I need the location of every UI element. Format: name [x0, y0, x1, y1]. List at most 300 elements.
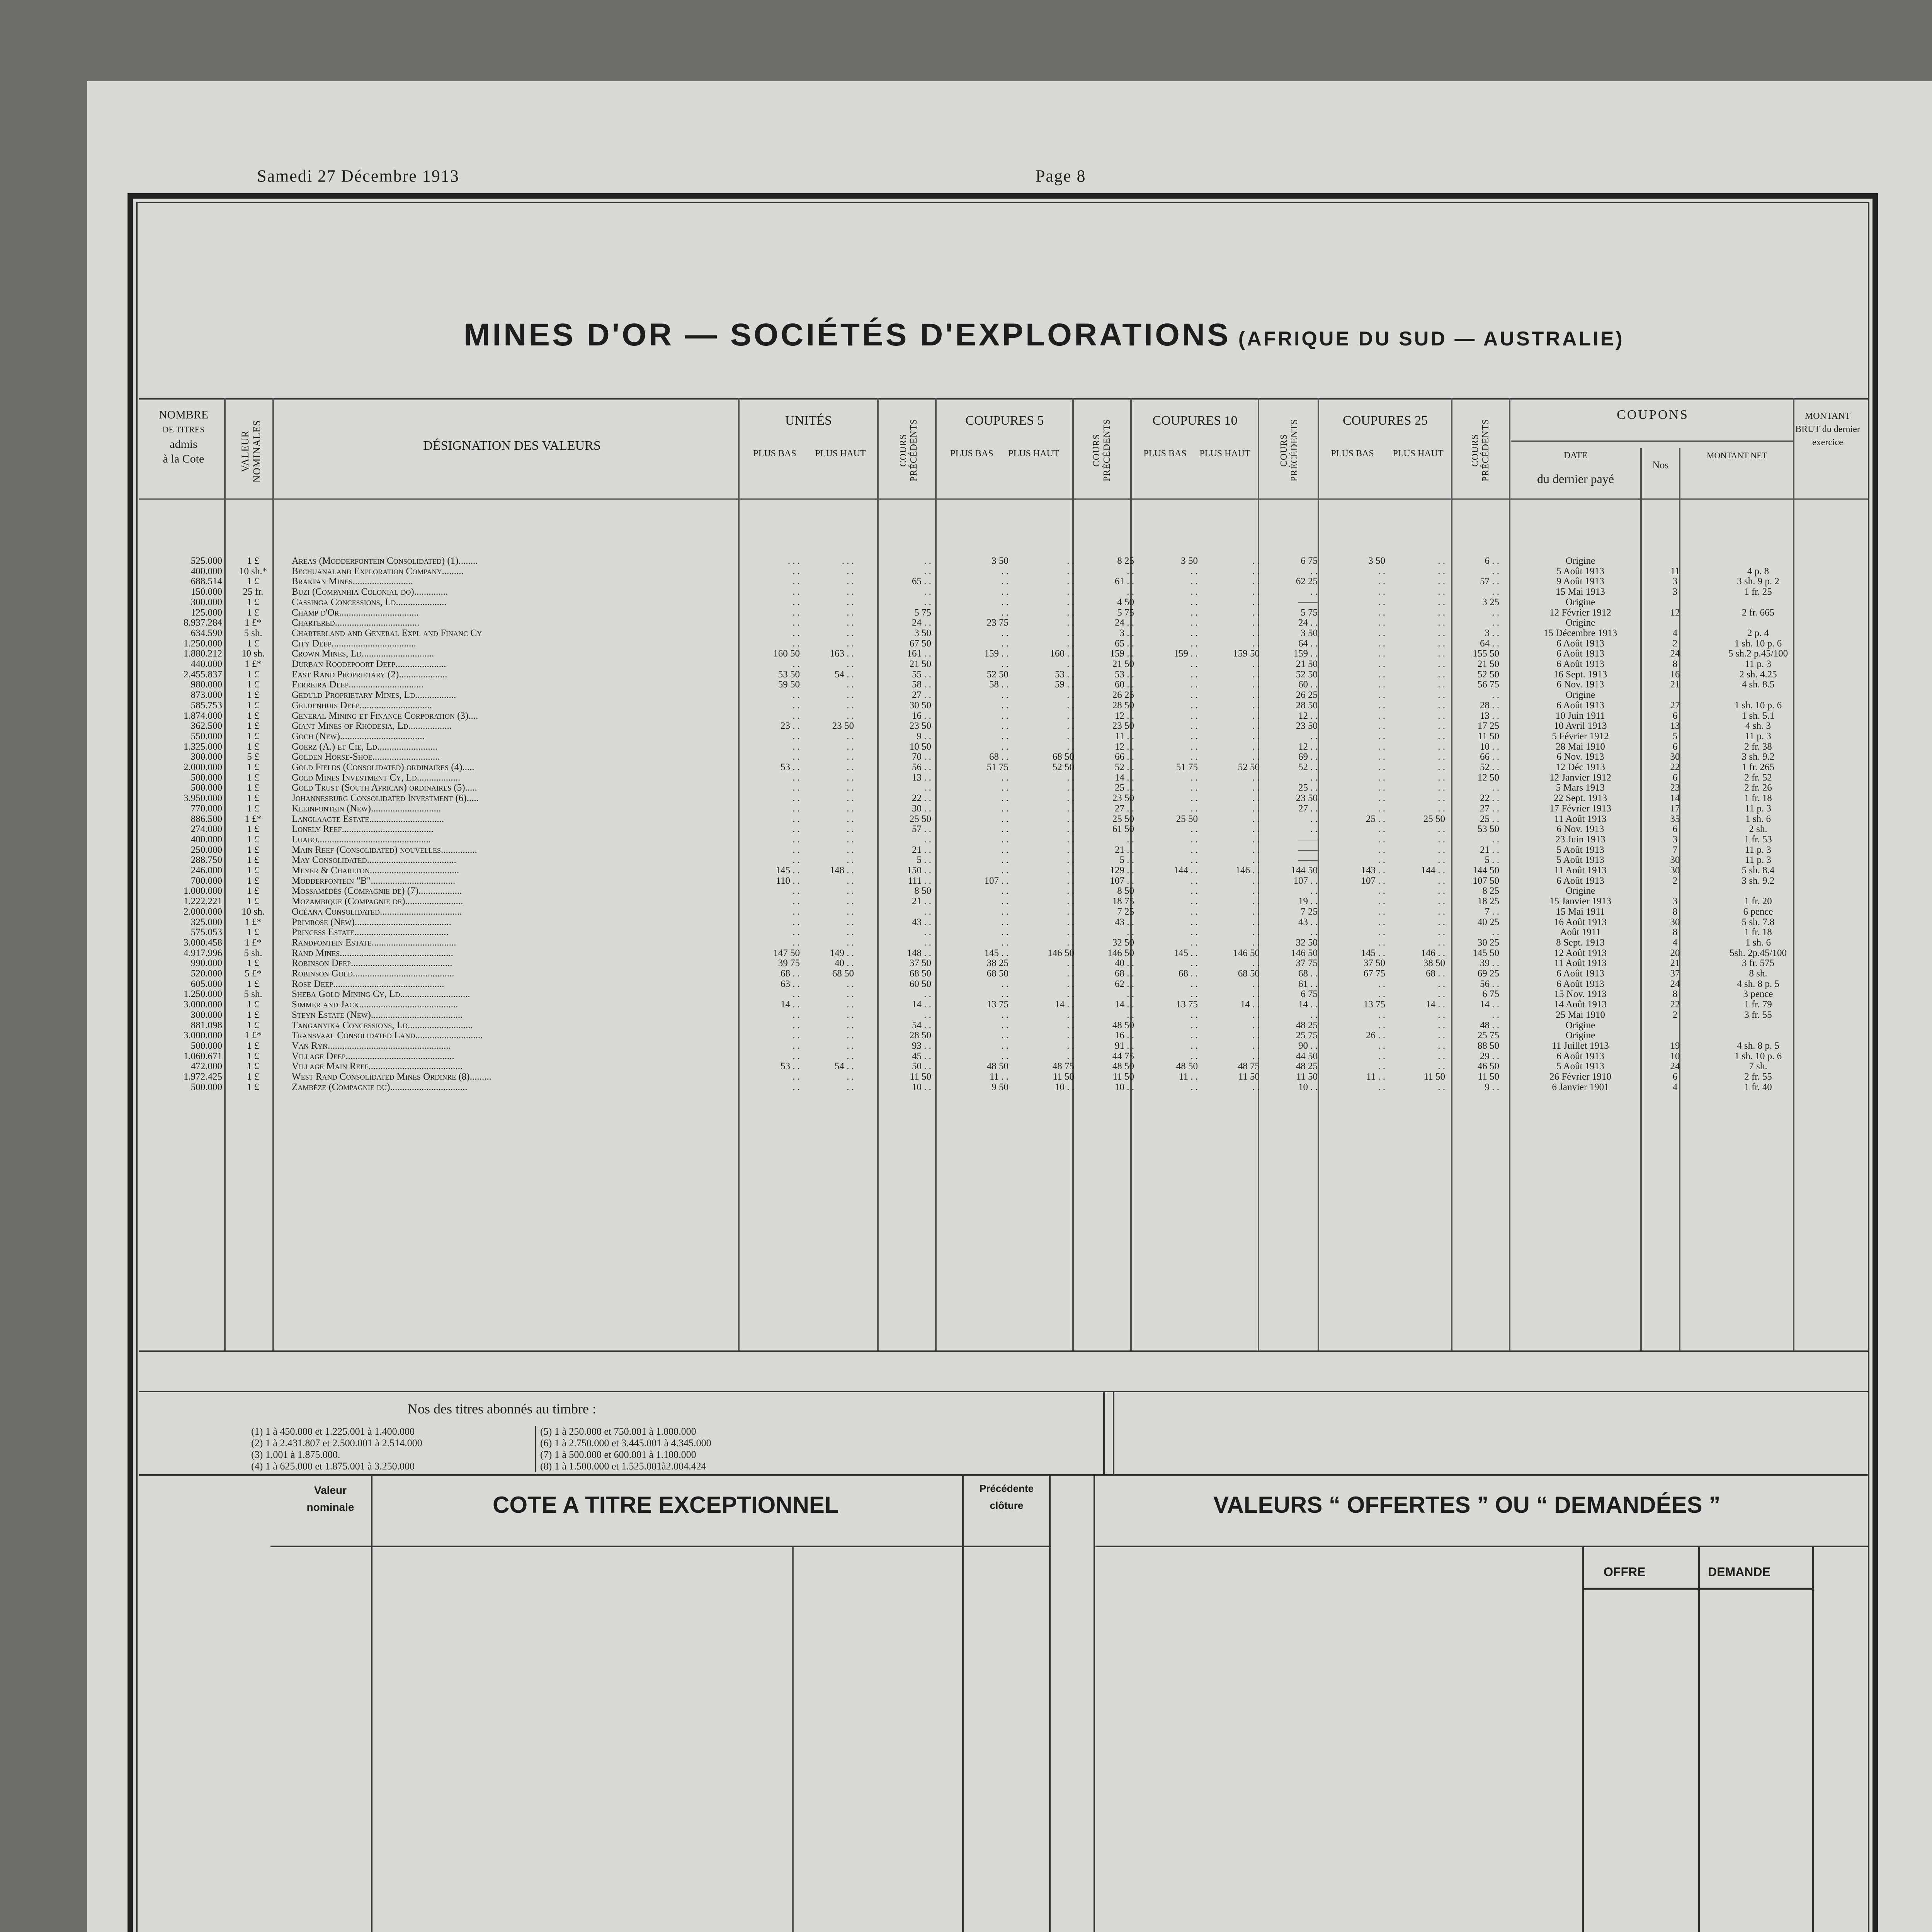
cell-c25: 18 25 — [1477, 896, 1499, 907]
cell-dt: 6 Août 1913 — [1556, 659, 1604, 669]
offertes-line — [1582, 1546, 1584, 1932]
cell-mb — [1801, 762, 1932, 772]
cell-mb — [1801, 845, 1932, 855]
cell-f52: . . — [1067, 1051, 1074, 1061]
cell-n: 886.500 — [190, 813, 222, 824]
table-row — [139, 917, 1862, 927]
cell-f252: 11 50 — [1423, 1071, 1445, 1082]
cell-d: Meyer & Charlton..................................... — [292, 865, 459, 876]
cell-no: 22 — [1670, 999, 1680, 1010]
cell-f52: 11 50 — [1053, 1071, 1074, 1082]
cell-f101: . . — [1190, 679, 1198, 690]
cell-mn: 11 p. 3 — [1745, 731, 1771, 742]
cell-c10: 28 50 — [1296, 700, 1318, 711]
cell-n: 3.000.458 — [184, 937, 222, 948]
cell-n: 288.750 — [190, 855, 222, 866]
cell-d: Geldenhuis Deep.............................. — [292, 700, 432, 711]
cell-u1: 63 . . — [781, 978, 800, 989]
table-row — [139, 937, 1862, 948]
col-montant-net: MONTANT NET — [1706, 451, 1767, 460]
cell-u1: . . — [793, 628, 800, 638]
cell-f51: . . — [1001, 587, 1009, 597]
table-row — [139, 711, 1862, 721]
table-row — [139, 628, 1862, 638]
cell-no: 4 — [1672, 628, 1678, 638]
cell-u2: 149 . . — [830, 947, 854, 958]
cell-mn: 2 sh. 4.25 — [1739, 669, 1777, 680]
cell-f102: 48 75 — [1238, 1061, 1260, 1072]
cell-f52: . . — [1067, 628, 1074, 638]
cell-f51: . . — [1001, 700, 1009, 711]
cell-f101: 51 75 — [1176, 762, 1198, 772]
cell-c10: 52 . . — [1298, 762, 1318, 772]
cell-mn: 3 sh. 9.2 — [1742, 875, 1775, 886]
cell-f251: . . — [1378, 587, 1385, 597]
cell-cu: 16 . . — [912, 710, 931, 721]
cell-d: Princess Estate....................................... — [292, 927, 449, 938]
cell-f101: . . — [1190, 566, 1198, 577]
cell-c10: . . — [1310, 731, 1318, 742]
col-plus-haut: PLUS HAUT — [1199, 449, 1250, 459]
cell-f102: . . — [1252, 1020, 1260, 1031]
cell-f252: . . — [1438, 566, 1445, 577]
cell-f101: . . — [1190, 1020, 1198, 1031]
cell-n: 362.500 — [190, 721, 222, 731]
cell-mn: 1 fr. 18 — [1744, 793, 1772, 804]
table-row — [139, 679, 1862, 690]
cell-u1: 68 . . — [781, 968, 800, 979]
cell-n: 634.590 — [190, 628, 222, 638]
cell-mn: 2 fr. 52 — [1744, 772, 1772, 783]
cell-c10: 11 50 — [1296, 1071, 1318, 1082]
cell-no: 6 — [1672, 741, 1678, 752]
cell-f51: . . — [1001, 834, 1009, 845]
cell-c10: 60 . . — [1298, 679, 1318, 690]
cell-u2: . . — [847, 927, 854, 938]
cell-f101: . . — [1190, 607, 1198, 618]
cell-cu: 55 . . — [912, 669, 931, 680]
cell-f251: . . — [1378, 824, 1385, 835]
cell-mb — [1801, 782, 1932, 793]
cell-c10: . . — [1310, 772, 1318, 783]
cell-f251: . . — [1378, 1061, 1385, 1072]
cell-f102: 146 50 — [1233, 947, 1260, 958]
table-row — [139, 762, 1862, 772]
cell-v: 1 £ — [247, 978, 259, 989]
cell-c10: 24 . . — [1298, 617, 1318, 628]
cell-c5: 16 . . — [1115, 1030, 1134, 1041]
cell-v: 25 fr. — [243, 587, 264, 597]
cell-u2: . . — [847, 906, 854, 917]
cell-f252: . . — [1438, 690, 1445, 701]
cell-f251: . . — [1378, 741, 1385, 752]
cell-mn: 8 sh. — [1749, 968, 1767, 979]
cell-u2: . . — [847, 886, 854, 896]
cell-cu: 30 . . — [912, 803, 931, 814]
cell-c10: 12 . . — [1298, 741, 1318, 752]
cell-f52: . . — [1067, 844, 1074, 855]
cell-no: 24 — [1670, 648, 1680, 659]
cell-mn: 2 fr. 55 — [1744, 1071, 1772, 1082]
cell-n: 1.060.671 — [184, 1051, 222, 1061]
cell-n: 550.000 — [190, 731, 222, 742]
cell-f101: . . — [1190, 587, 1198, 597]
cell-c25: 107 50 — [1473, 875, 1499, 886]
table-top-rule — [139, 398, 1868, 400]
abonnes-title: Nos des titres abonnés au timbre : — [408, 1401, 596, 1417]
col-du-dernier: du dernier payé — [1537, 472, 1614, 486]
cell-f101: . . — [1190, 617, 1198, 628]
cell-f52: . . — [1067, 958, 1074, 969]
cell-u2: . . — [847, 855, 854, 866]
cell-v: 1 £ — [247, 1020, 259, 1031]
table-row — [139, 752, 1862, 762]
cell-d: Geduld Proprietary Mines, Ld................. — [292, 690, 456, 701]
cell-u2: . . — [847, 1030, 854, 1041]
cell-d: Gold Fields (Consolidated) ordinaires (4)..... — [292, 762, 474, 772]
cell-n: 1.325.000 — [184, 741, 222, 752]
cell-n: 2.000.000 — [184, 762, 222, 772]
cell-mn: 2 fr. 665 — [1742, 607, 1775, 618]
cell-c25: 12 50 — [1477, 772, 1499, 783]
offertes-title: VALEURS “ OFFERTES ” OU “ DEMANDÉES ” — [1213, 1492, 1721, 1518]
cell-mn: 1 fr. 25 — [1744, 587, 1772, 597]
cell-no: 10 — [1670, 1051, 1680, 1061]
cell-f51: 68 50 — [986, 968, 1009, 979]
cell-f252: . . — [1438, 752, 1445, 762]
cell-f102: . . — [1252, 803, 1260, 814]
cell-mn: 1 fr. 20 — [1744, 896, 1772, 907]
cell-v: 1 £ — [247, 1009, 259, 1020]
table-row — [139, 886, 1862, 896]
cell-f252: . . — [1438, 762, 1445, 772]
cell-dt: 6 Août 1913 — [1556, 978, 1604, 989]
cell-n: 3.950.000 — [184, 793, 222, 804]
cell-mb — [1801, 669, 1932, 680]
cell-v: 1 £ — [247, 638, 259, 649]
cell-f52: . . — [1067, 782, 1074, 793]
cell-f101: . . — [1190, 659, 1198, 669]
cell-d: West Rand Consolidated Mines Ordinre (8)......... — [292, 1071, 492, 1082]
table-row — [139, 617, 1862, 628]
cell-f51: . . — [1001, 1009, 1009, 1020]
cell-mb — [1801, 566, 1932, 577]
cell-dt: 16 Sept. 1913 — [1553, 669, 1607, 680]
cell-mb — [1801, 834, 1932, 845]
cell-f102: . . — [1252, 731, 1260, 742]
cell-f52: . . — [1067, 906, 1074, 917]
header-page: Page 8 — [1036, 167, 1086, 185]
cell-f52: . . — [1067, 566, 1074, 577]
header-date: Samedi 27 Décembre 1913 — [257, 167, 459, 185]
cell-cu: 25 50 — [909, 813, 931, 824]
cell-u2: . . — [847, 844, 854, 855]
table-row — [139, 587, 1862, 597]
cell-v: 1 £ — [247, 679, 259, 690]
cell-u1: . . — [793, 710, 800, 721]
cell-dt: 15 Nov. 1913 — [1554, 989, 1607, 1000]
cell-mn: 1 sh. 5.1 — [1742, 710, 1775, 721]
cell-f102: . . — [1252, 597, 1260, 607]
cell-f102: . . — [1252, 638, 1260, 649]
cell-d: Mozambique (Compagnie de)........................ — [292, 896, 463, 907]
cell-c25: 17 25 — [1477, 721, 1499, 731]
cell-dt: 6 Janvier 1901 — [1552, 1082, 1609, 1092]
cell-cu: 161 . . — [907, 648, 931, 659]
cell-dt: 12 Août 1913 — [1554, 947, 1607, 958]
cell-no: 30 — [1670, 865, 1680, 876]
cell-f102: 68 50 — [1238, 968, 1260, 979]
cell-cu: 27 . . — [912, 690, 931, 701]
cell-mn: 3 sh. 9.2 — [1742, 752, 1775, 762]
cell-v: 1 £ — [247, 741, 259, 752]
cell-f51: . . — [1001, 638, 1009, 649]
cell-no: 5 — [1672, 731, 1678, 742]
cell-f101: . . — [1190, 803, 1198, 814]
cell-u1: 39 75 — [778, 958, 800, 969]
cell-v: 5 sh. — [244, 989, 262, 1000]
cell-v: 1 £ — [247, 803, 259, 814]
col-cours-header: COURS PRÉCÉDENTS — [1279, 419, 1299, 482]
cell-d: Langlaagte Estate............................... — [292, 813, 444, 824]
cell-d: Champ d'Or................................. — [292, 607, 419, 618]
cell-f251: . . — [1378, 669, 1385, 680]
cell-d: Tanganyika Concessions, Ld........................... — [292, 1020, 473, 1031]
cell-u1: . . — [793, 741, 800, 752]
table-head-rule — [139, 498, 1868, 500]
cell-dt: Août 1911 — [1560, 927, 1601, 938]
cell-dt: 15 Décembre 1913 — [1543, 628, 1617, 638]
cell-c5: 3 . . — [1119, 628, 1134, 638]
cell-c25: 52 . . — [1480, 762, 1499, 772]
cell-c10: 21 50 — [1296, 659, 1318, 669]
cell-d: Steyn Estate (New)...................................... — [292, 1009, 463, 1020]
cell-f101: . . — [1190, 628, 1198, 638]
cell-c25: . . — [1492, 834, 1499, 845]
cell-n: 250.000 — [190, 844, 222, 855]
cell-f252: . . — [1438, 1082, 1445, 1092]
cell-u1: . . — [793, 576, 800, 587]
cell-u2: 163 . . — [830, 648, 854, 659]
cell-u2: . . — [847, 978, 854, 989]
cell-u2: . . — [847, 875, 854, 886]
cell-n: 2.455.837 — [184, 669, 222, 680]
cell-f52: . . — [1067, 607, 1074, 618]
cell-n: 472.000 — [190, 1061, 222, 1072]
cell-no: 2 — [1672, 875, 1678, 886]
cell-mb — [1801, 576, 1932, 587]
cell-f51: . . — [1001, 690, 1009, 701]
cell-d: Giant Mines of Rhodesia, Ld.................. — [292, 721, 452, 731]
cell-mn: 3 fr. 55 — [1744, 1009, 1772, 1020]
cell-c5: 52 . . — [1115, 762, 1134, 772]
cell-v: 10 sh. — [242, 906, 265, 917]
cell-u1: . . — [793, 813, 800, 824]
table-row — [139, 782, 1862, 793]
cell-f51: . . — [1001, 886, 1009, 896]
cell-mn: 2 sh. — [1749, 824, 1767, 835]
cell-f51: . . — [1001, 917, 1009, 927]
col-montant-brut: MONTANT BRUT du dernier exercice — [1795, 411, 1860, 447]
cell-c25: 6 . . — [1485, 556, 1499, 566]
cell-f251: . . — [1378, 617, 1385, 628]
cell-f251: 25 . . — [1366, 813, 1385, 824]
cell-f251: . . — [1378, 700, 1385, 711]
cell-u2: 148 . . — [830, 865, 854, 876]
cell-f251: . . — [1378, 917, 1385, 927]
cell-f101: . . — [1190, 793, 1198, 804]
cell-d: Luabo............................................... — [292, 834, 431, 845]
cell-f102: . . — [1252, 917, 1260, 927]
cell-f251: . . — [1378, 628, 1385, 638]
cell-dt: 10 Juin 1911 — [1555, 710, 1605, 721]
cell-v: 1 £ — [247, 793, 259, 804]
cell-c5: 66 . . — [1115, 752, 1134, 762]
cell-d: Brakpan Mines......................... — [292, 576, 413, 587]
cell-dt: 6 Nov. 1913 — [1556, 679, 1604, 690]
cell-cu: 21 . . — [912, 844, 931, 855]
cell-cu: . . — [924, 927, 931, 938]
cell-d: Cassinga Concessions, Ld..................... — [292, 597, 447, 607]
cell-f252: . . — [1438, 1009, 1445, 1020]
cell-f51: . . — [1001, 597, 1009, 607]
cell-no: 27 — [1670, 700, 1680, 711]
cell-d: Goch (New)................................... — [292, 731, 425, 742]
cell-d: Lonely Reef...................................... — [292, 824, 434, 835]
cell-f51: 159 . . — [984, 648, 1009, 659]
cell-f51: . . — [1001, 989, 1009, 1000]
cell-mb — [1801, 679, 1932, 690]
cell-n: 873.000 — [190, 690, 222, 701]
col-plus-haut: PLUS HAUT — [815, 449, 866, 459]
cell-f101: 48 50 — [1176, 1061, 1198, 1072]
cell-n: 125.000 — [190, 607, 222, 618]
cell-dt: 9 Août 1913 — [1556, 576, 1604, 587]
cell-f252: 38 50 — [1423, 958, 1445, 969]
cell-c25: 29 . . — [1480, 1051, 1499, 1061]
table-row — [139, 834, 1862, 845]
cell-c5: 10 . . — [1115, 1082, 1134, 1092]
cell-f52: 52 50 — [1052, 762, 1074, 772]
cell-c10: 159 . . — [1293, 648, 1318, 659]
cell-mb — [1801, 731, 1932, 742]
cell-u2: . . — [847, 1051, 854, 1061]
cell-dt: Origine — [1565, 886, 1595, 896]
cell-f101: . . — [1190, 741, 1198, 752]
cell-dt: 6 Août 1913 — [1556, 1051, 1604, 1061]
cell-f101: . . — [1190, 855, 1198, 866]
cell-c10: 25 75 — [1296, 1030, 1318, 1041]
cell-d: Rose Deep.............................................. — [292, 978, 444, 989]
table-row — [139, 1041, 1862, 1051]
cell-no: 8 — [1672, 989, 1678, 1000]
cell-f251: . . — [1378, 638, 1385, 649]
table-row — [139, 556, 1862, 566]
cell-u1: . . — [793, 566, 800, 577]
cell-mn: 1 sh. 10 p. 6 — [1734, 700, 1782, 711]
cell-f52: . . — [1067, 865, 1074, 876]
cell-f252: . . — [1438, 978, 1445, 989]
cell-mb — [1801, 896, 1932, 906]
cell-c25: 22 . . — [1480, 793, 1499, 804]
cell-u1: . . — [793, 752, 800, 762]
cell-c5: 60 . . — [1115, 679, 1134, 690]
cell-mb — [1801, 1051, 1932, 1061]
cell-n: 4.917.996 — [184, 947, 222, 958]
cell-d: Primrose (New)........................................ — [292, 917, 451, 927]
cell-f52: . . — [1067, 1020, 1074, 1031]
abonnes-divider — [1103, 1391, 1105, 1474]
table-row — [139, 1061, 1862, 1071]
cell-f252: . . — [1438, 597, 1445, 607]
cell-c25: 10 . . — [1480, 741, 1499, 752]
cell-u1: . . — [793, 906, 800, 917]
cell-d: General Mining et Finance Corporation (3).... — [292, 710, 478, 721]
cell-dt: Origine — [1565, 1020, 1595, 1031]
cell-f252: . . — [1438, 710, 1445, 721]
cell-no: 30 — [1670, 855, 1680, 866]
cell-f251: 67 75 — [1363, 968, 1385, 979]
col-unites-header: UNITÉS — [785, 413, 832, 428]
cell-f251: . . — [1378, 906, 1385, 917]
cell-f251: . . — [1378, 607, 1385, 618]
cell-u2: . . — [847, 762, 854, 772]
cell-cu: 58 . . — [912, 679, 931, 690]
exc-title: COTE A TITRE EXCEPTIONNEL — [493, 1492, 839, 1518]
cell-cu: . . — [924, 566, 931, 577]
cell-dt: 12 Déc 1913 — [1556, 762, 1605, 772]
cell-f251: . . — [1378, 1009, 1385, 1020]
cell-f51: 48 50 — [986, 1061, 1009, 1072]
table-row — [139, 845, 1862, 855]
cell-c25: 52 50 — [1477, 669, 1499, 680]
cell-c5: 21 . . — [1115, 844, 1134, 855]
exc-line — [371, 1474, 372, 1932]
cell-f252: . . — [1438, 834, 1445, 845]
cell-c10: —— — [1298, 844, 1318, 855]
col-plus-haut: PLUS HAUT — [1393, 449, 1444, 459]
cell-f102: . . — [1252, 1082, 1260, 1092]
cell-f52: 14 . . — [1055, 999, 1074, 1010]
cell-f251: . . — [1378, 772, 1385, 783]
cell-u2: . . — [847, 607, 854, 618]
cell-f102: 14 . . — [1240, 999, 1260, 1010]
cell-f51: 145 . . — [984, 947, 1009, 958]
cell-v: 1 £ — [247, 597, 259, 607]
cell-f252: . . — [1438, 824, 1445, 835]
cell-no: 19 — [1670, 1040, 1680, 1051]
cell-u1: 53 . . — [781, 762, 800, 772]
cell-c25: 27 . . — [1480, 803, 1499, 814]
cell-cu: 93 . . — [912, 1040, 931, 1051]
cell-c25: 25 75 — [1477, 1030, 1499, 1041]
cell-mb — [1801, 814, 1932, 824]
cell-f252: 144 . . — [1421, 865, 1445, 876]
cell-mb — [1801, 648, 1932, 659]
cell-c10: 37 75 — [1296, 958, 1318, 969]
cell-f102: . . — [1252, 1030, 1260, 1041]
cell-dt: 6 Août 1913 — [1556, 875, 1604, 886]
cell-u2: . . — [847, 989, 854, 1000]
cell-mn: 2 fr. 38 — [1744, 741, 1772, 752]
cell-u2: . . — [847, 1040, 854, 1051]
cell-f102: 159 50 — [1233, 648, 1260, 659]
cell-u2: . . — [847, 772, 854, 783]
cell-cu: 22 . . — [912, 793, 931, 804]
cell-v: 1 £ — [247, 927, 259, 938]
cell-u2: . . — [847, 576, 854, 587]
cell-n: 2.000.000 — [184, 906, 222, 917]
